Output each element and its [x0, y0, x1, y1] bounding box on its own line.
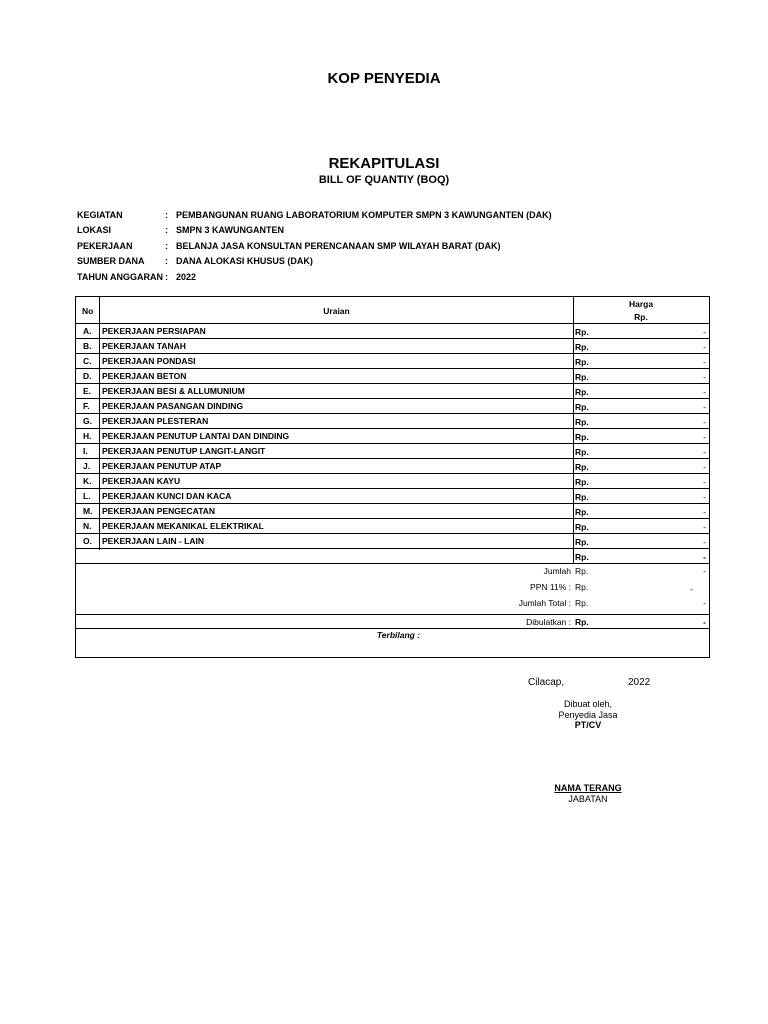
row-no: F.	[83, 401, 90, 411]
info-row-kegiatan	[77, 207, 576, 223]
dibulatkan-row	[76, 614, 709, 629]
row-rp: Rp.	[575, 417, 589, 427]
signature-position: JABATAN	[568, 794, 608, 804]
row-value: -	[703, 327, 706, 337]
summary-section	[76, 564, 709, 614]
table-row	[76, 474, 709, 489]
info-label: TAHUN ANGGARAN	[77, 271, 163, 282]
row-no: I.	[83, 446, 88, 456]
terbilang-row	[76, 630, 709, 640]
row-no: N.	[83, 521, 92, 531]
row-value: -	[703, 417, 706, 427]
row-uraian: PEKERJAAN BESI & ALLUMUNIUM	[102, 386, 245, 396]
ppn-rp: Rp.	[575, 582, 589, 592]
jumlah-total-rp: Rp.	[575, 598, 589, 608]
info-value: SMPN 3 KAWUNGANTEN	[176, 225, 285, 236]
row-rp: Rp.	[575, 372, 589, 382]
info-colon: :	[165, 271, 168, 282]
row-no: G.	[83, 416, 92, 426]
row-value: -	[703, 402, 706, 412]
info-row-sumber-dana	[77, 254, 576, 270]
row-no: E.	[83, 386, 92, 396]
signature-name: NAMA TERANG	[554, 783, 622, 793]
table-row	[76, 534, 709, 549]
jumlah-total-row	[76, 596, 709, 612]
row-uraian: PEKERJAAN PLESTERAN	[102, 416, 209, 426]
row-rp: Rp.	[575, 447, 589, 457]
row-value: -	[703, 432, 706, 442]
info-colon: :	[165, 256, 168, 267]
document-subtitle: BILL OF QUANTIY (BOQ)	[318, 174, 450, 186]
jumlah-total-label: Jumlah Total :	[518, 598, 571, 608]
table-row	[76, 459, 709, 474]
signature-year: 2022	[628, 677, 651, 688]
subtotal-row	[76, 549, 709, 564]
dibulatkan-rp: Rp.	[575, 617, 589, 627]
row-rp: Rp.	[575, 462, 589, 472]
row-value: -	[703, 447, 706, 457]
jumlah-rp: Rp.	[575, 566, 589, 576]
table-row	[76, 489, 709, 504]
row-uraian: PEKERJAAN PENUTUP LANTAI DAN DINDING	[102, 431, 290, 441]
row-no: A.	[83, 326, 92, 336]
signature-place: Cilacap,	[528, 677, 565, 688]
row-no: L.	[83, 491, 91, 501]
row-rp: Rp.	[575, 432, 589, 442]
info-value: BELANJA JASA KONSULTAN PERENCANAAN SMP WILAYAH BARAT (DAK)	[176, 240, 501, 251]
row-value: -	[703, 507, 706, 517]
row-value: -	[703, 477, 706, 487]
row-uraian: PEKERJAAN PENGECATAN	[102, 506, 216, 516]
row-uraian: PEKERJAAN PONDASI	[102, 356, 196, 366]
row-rp: Rp.	[575, 507, 589, 517]
table-body	[76, 324, 709, 564]
info-label: SUMBER DANA	[77, 256, 145, 267]
row-no: B.	[83, 341, 92, 351]
boq-table	[75, 296, 710, 658]
row-uraian: PEKERJAAN PENUTUP ATAP	[102, 461, 222, 471]
row-value: -	[703, 492, 706, 502]
row-no: O.	[83, 536, 92, 546]
table-row	[76, 339, 709, 354]
info-value: DANA ALOKASI KHUSUS (DAK)	[176, 256, 313, 267]
row-rp: Rp.	[575, 357, 589, 367]
row-uraian: PEKERJAAN MEKANIKAL ELEKTRIKAL	[102, 521, 264, 531]
row-uraian: PEKERJAAN PERSIAPAN	[102, 326, 206, 336]
header-no: No	[82, 306, 94, 316]
header-harga-unit: Rp.	[634, 312, 648, 322]
jumlah-label: Jumlah	[543, 566, 571, 576]
info-label: PEKERJAAN	[77, 240, 133, 251]
table-row	[76, 354, 709, 369]
info-row-pekerjaan	[77, 238, 576, 254]
row-value: -	[703, 387, 706, 397]
row-rp: Rp.	[575, 387, 589, 397]
table-row	[76, 324, 709, 339]
info-value: PEMBANGUNAN RUANG LABORATORIUM KOMPUTER SMPN 3 KAWUNGANTEN (DAK)	[176, 209, 552, 220]
row-no: H.	[83, 431, 92, 441]
row-value: -	[703, 357, 706, 367]
table-row	[76, 369, 709, 384]
row-uraian: PEKERJAAN PASANGAN DINDING	[102, 401, 244, 411]
row-rp: Rp.	[575, 492, 589, 502]
row-rp: Rp.	[575, 327, 589, 337]
info-value: 2022	[176, 271, 197, 282]
kop-title: KOP PENYEDIA	[327, 70, 441, 87]
terbilang-label: Terbilang :	[376, 630, 421, 640]
row-uraian: PEKERJAAN KUNCI DAN KACA	[102, 491, 232, 501]
table-row	[76, 519, 709, 534]
dibulatkan-value: -	[703, 617, 706, 627]
table-header	[76, 297, 709, 324]
row-uraian: PEKERJAAN PENUTUP LANGIT-LANGIT	[102, 446, 266, 456]
row-rp: Rp.	[575, 552, 589, 562]
row-uraian: PEKERJAAN BETON	[102, 371, 187, 381]
ppn-label: PPN 11% :	[530, 582, 571, 592]
signature-role: Penyedia Jasa	[558, 710, 618, 720]
table-row	[76, 384, 709, 399]
table-row	[76, 414, 709, 429]
table-row	[76, 429, 709, 444]
table-row	[76, 399, 709, 414]
header-harga	[573, 298, 709, 324]
project-info	[77, 207, 576, 285]
table-row	[76, 444, 709, 459]
row-value: -	[703, 522, 706, 532]
info-colon: :	[165, 240, 168, 251]
document-title: REKAPITULASI	[328, 155, 440, 172]
signature-company: PT/CV	[574, 720, 602, 730]
info-colon: :	[165, 225, 168, 236]
row-rp: Rp.	[575, 342, 589, 352]
jumlah-value: -	[703, 566, 706, 576]
row-no: J.	[83, 461, 91, 471]
row-uraian: PEKERJAAN LAIN - LAIN	[102, 536, 205, 546]
row-rp: Rp.	[575, 402, 589, 412]
header-harga-label: Harga	[628, 299, 654, 309]
info-colon: :	[165, 209, 168, 220]
row-no: C.	[83, 356, 92, 366]
info-row-lokasi	[77, 223, 576, 239]
row-value: -	[703, 462, 706, 472]
row-uraian: PEKERJAAN KAYU	[102, 476, 181, 486]
row-rp: Rp.	[575, 522, 589, 532]
info-label: KEGIATAN	[77, 209, 123, 220]
row-value: -	[703, 342, 706, 352]
info-label: LOKASI	[77, 225, 112, 236]
info-row-tahun-anggaran	[77, 269, 576, 285]
dibulatkan-label: Dibulatkan :	[526, 617, 571, 627]
jumlah-row	[76, 564, 709, 580]
row-value: -	[703, 372, 706, 382]
row-value: -	[703, 552, 706, 562]
signature-made-by: Dibuat oleh,	[563, 699, 613, 709]
row-value: -	[703, 537, 706, 547]
ppn-row	[76, 580, 709, 596]
row-no: M.	[83, 506, 93, 516]
jumlah-total-value: -	[703, 598, 706, 608]
row-rp: Rp.	[575, 477, 589, 487]
row-uraian: PEKERJAAN TANAH	[102, 341, 186, 351]
row-no: K.	[83, 476, 92, 486]
ppn-value: -	[690, 584, 693, 594]
row-no: D.	[83, 371, 92, 381]
row-rp: Rp.	[575, 537, 589, 547]
table-row	[76, 504, 709, 519]
header-uraian: Uraian	[323, 306, 350, 316]
